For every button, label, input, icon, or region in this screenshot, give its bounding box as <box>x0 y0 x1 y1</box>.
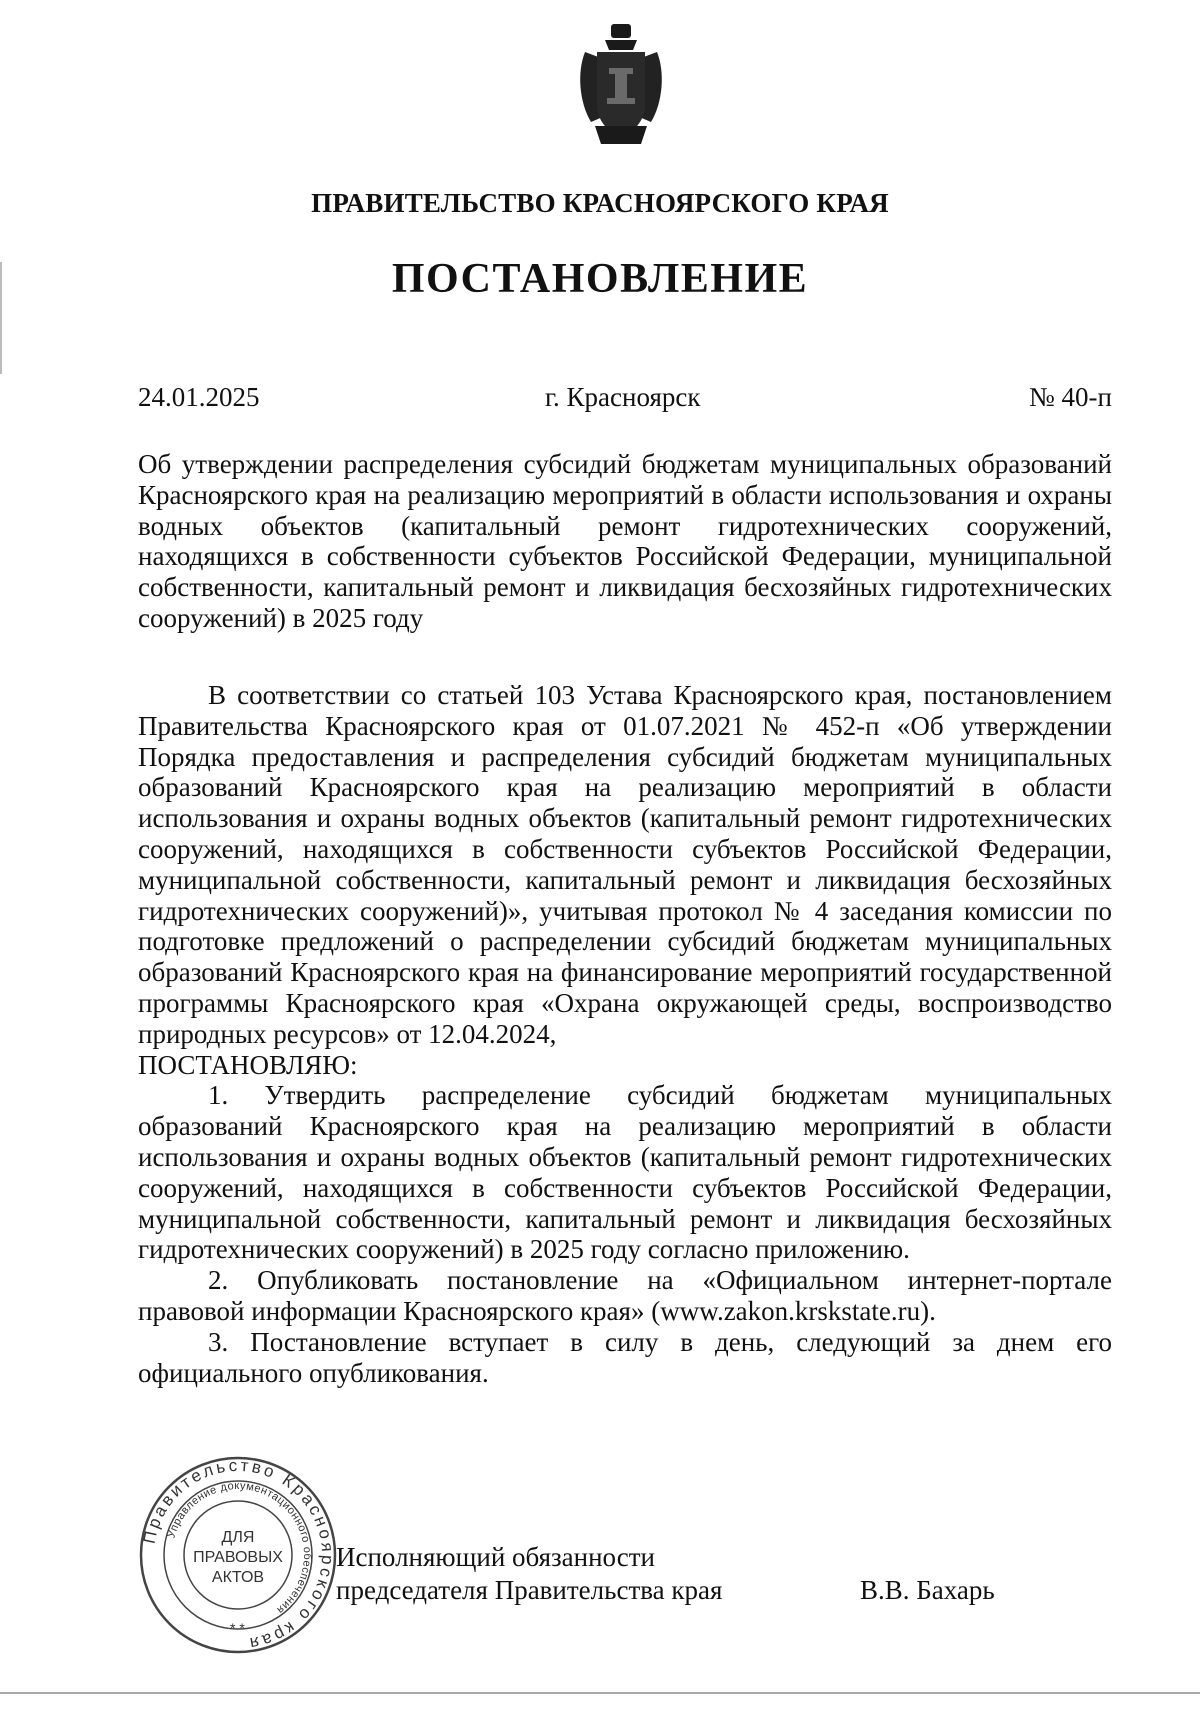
stamp-center-line-1: ДЛЯ <box>221 1529 255 1546</box>
preamble-paragraph: В соответствии со статьей 103 Устава Красноярского края, постановлением Правительства Красноярского края от 01.07.2021 № 452-п «Об утверждении Порядка предоставления и распределения субсидий бюджетам муниципальных образований Красноярского края на реализацию мероприятий в области использования и охраны водных объектов (капитальный ремонт гидротехнических сооружений, находящихся в собственности субъектов Российской Федерации, муниципальной собственности, капитальный ремонт и ликвидация бесхозяйных гидротехнических сооружений)», учитывая протокол № 4 заседания комиссии по подготовке предложений о распределении субсидий бюджетам муниципальных образований Красноярского края на финансирование мероприятий государственной программы Красноярского края «Охрана окружающей среды, воспроизводство природных ресурсов» от 12.04.2024, <box>138 680 1112 1049</box>
decree-item-1: 1. Утвердить распределение субсидий бюджетам муниципальных образований Красноярского края на реализацию мероприятий в области использования и охраны водных объектов (капитальный ремонт гидротехнических сооружений, находящихся в собственности субъектов Российской Федерации, муниципальной собственности, капитальный ремонт и ликвидация бесхозяйных гидротехнических сооружений) в 2025 году согласно приложению. <box>138 1080 1112 1265</box>
svg-text:* *: * * <box>230 1620 245 1636</box>
document-city: г. Красноярск <box>545 382 701 412</box>
signatory-name: В.В. Бахарь <box>860 1575 995 1605</box>
signatory-role-line-2: председателя Правительства края <box>336 1575 723 1605</box>
decree-item-3: 3. Постановление вступает в силу в день, следующий за днем его официального опубликования. <box>138 1326 1112 1388</box>
document-date: 24.01.2025 <box>138 382 260 412</box>
signatory-role <box>336 1541 722 1607</box>
decree-word: ПОСТАНОВЛЯЮ: <box>138 1049 358 1080</box>
decree-item-2: 2. Опубликовать постановление на «Официальном интернет-портале правовой информации Красноярского края» (www.zakon.krskstate.ru). <box>138 1265 1112 1326</box>
stamp-center <box>188 1528 288 1588</box>
krasnoyarsk-coat-of-arms-icon <box>575 22 667 150</box>
document-subject: Об утверждении распределения субсидий бюджетам муниципальных образований Красноярского края на реализацию мероприятий в области использования и охраны водных объектов (капитальный ремонт гидротехнических сооружений, находящихся в собственности субъектов Российской Федерации, муниципальной собственности, капитальный ремонт и ликвидация бесхозяйных гидротехнических сооружений) в 2025 году <box>138 449 1112 633</box>
document-body <box>138 680 1112 1388</box>
stamp-center-line-3: АКТОВ <box>211 1569 265 1586</box>
signatory-role-line-1: Исполняющий обязанности <box>336 1542 655 1572</box>
stamp-outer-text: Правительство Красноярского края <box>139 1455 338 1654</box>
stamp-inner-text: Управление документационного обеспечения <box>165 1479 314 1617</box>
document-number: № 40-п <box>1029 382 1112 412</box>
organization-title: ПРАВИТЕЛЬСТВО КРАСНОЯРСКОГО КРАЯ <box>311 188 889 218</box>
scan-bottom-line <box>0 1692 1200 1694</box>
stamp-center-line-2: ПРАВОВЫХ <box>193 1549 283 1566</box>
document-type-title: ПОСТАНОВЛЕНИЕ <box>391 256 809 302</box>
